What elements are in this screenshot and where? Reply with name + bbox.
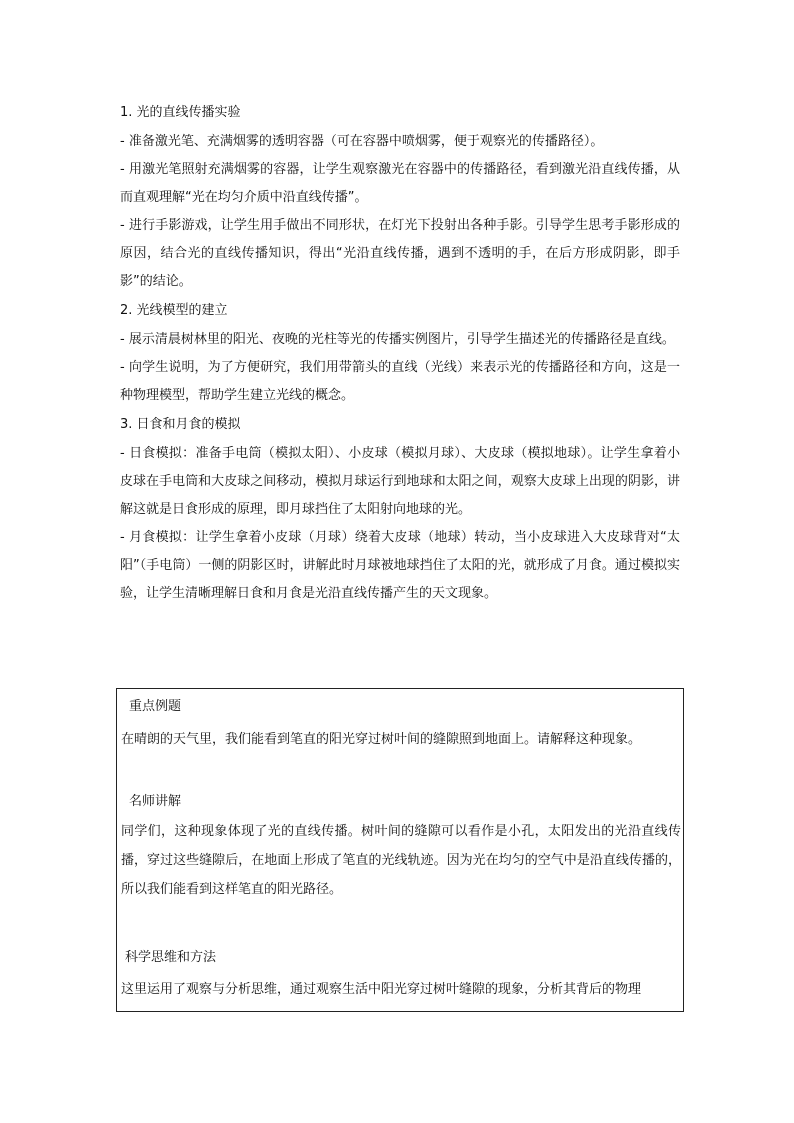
section-eclipse-simulation [120, 412, 680, 608]
section-heading: 1. 光的直线传播实验 [120, 105, 241, 120]
science-method-label: 科学思维和方法 [125, 950, 217, 965]
teacher-explanation-label: 名师讲解 [129, 794, 182, 809]
paragraph: - 用激光笔照射充满烟雾的容器，让学生观察激光在容器中的传播路径，看到激光沿直线传播，从而直观理解“光在均匀介质中沿直线传播”。 [120, 162, 680, 205]
paragraph: - 展示清晨树林里的阳光、夜晚的光柱等光的传播实例图片，引导学生描述光的传播路径是直线。 [120, 332, 675, 347]
section-ray-model [120, 298, 680, 410]
section-light-propagation-experiment [120, 100, 680, 296]
science-method-text: 这里运用了观察与分析思维，通过观察生活中阳光穿过树叶缝隙的现象，分析其背后的物理 [121, 982, 642, 997]
paragraph: - 向学生说明，为了方便研究，我们用带箭头的直线（光线）来表示光的传播路径和方向，这是一种物理模型，帮助学生建立光线的概念。 [120, 360, 680, 403]
paragraph: - 进行手影游戏，让学生用手做出不同形状，在灯光下投射出各种手影。引导学生思考手影形成的原因，结合光的直线传播知识，得出“光沿直线传播，遇到不透明的手，在后方形成阴影，即手影”的结论。 [120, 218, 680, 289]
example-box [116, 688, 684, 1012]
example-label: 重点例题 [129, 699, 182, 714]
paragraph: - 日食模拟：准备手电筒（模拟太阳）、小皮球（模拟月球）、大皮球（模拟地球）。让学生拿着小皮球在手电筒和大皮球之间移动，模拟月球运行到地球和太阳之间，观察大皮球上出现的阴影，讲解这就是日食形成的原理，即月球挡住了太阳射向地球的光。 [120, 446, 680, 517]
paragraph: - 月食模拟：让学生拿着小皮球（月球）绕着大皮球（地球）转动，当小皮球进入大皮球背对“太阳”（手电筒）一侧的阴影区时，讲解此时月球被地球挡住了太阳的光，就形成了月食。通过模拟实验，让学生清晰理解日食和月食是光沿直线传播产生的天文现象。 [120, 530, 680, 601]
example-text: 在晴朗的天气里，我们能看到笔直的阳光穿过树叶间的缝隙照到地面上。请解释这种现象。 [121, 732, 642, 747]
section-heading: 2. 光线模型的建立 [120, 303, 228, 318]
section-heading: 3. 日食和月食的模拟 [120, 417, 241, 432]
teacher-explanation-text: 同学们，这种现象体现了光的直线传播。树叶间的缝隙可以看作是小孔，太阳发出的光沿直线传播，穿过这些缝隙后，在地面上形成了笔直的光线轨迹。因为光在均匀的空气中是沿直线传播的，所以我们能看到这样笔直的阳光路径。 [121, 824, 681, 897]
paragraph: - 准备激光笔、充满烟雾的透明容器（可在容器中喷烟雾，便于观察光的传播路径）。 [120, 134, 604, 149]
lesson-content [120, 100, 680, 608]
